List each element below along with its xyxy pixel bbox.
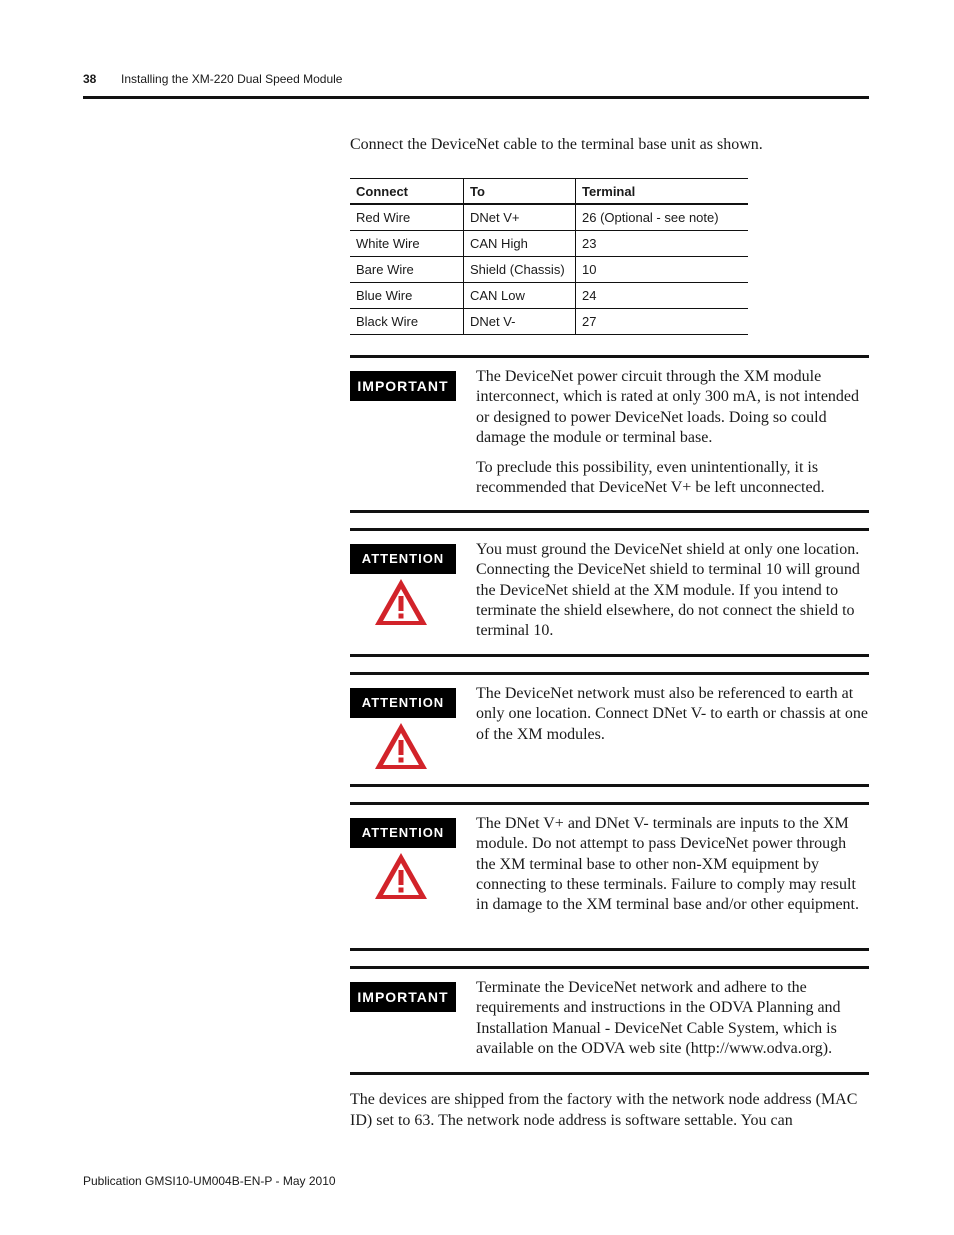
callout-text bbox=[476, 684, 868, 755]
warning-triangle-icon bbox=[372, 720, 430, 772]
important-callout bbox=[350, 355, 869, 513]
table-cell: Bare Wire bbox=[350, 257, 464, 283]
page-number: 38 bbox=[83, 72, 97, 86]
attention-callout bbox=[350, 528, 869, 657]
callout-text bbox=[476, 814, 868, 925]
table-cell: DNet V- bbox=[464, 309, 576, 335]
table-cell: 27 bbox=[576, 309, 749, 335]
table-row bbox=[350, 309, 748, 335]
body-paragraph: The devices are shipped from the factory with the network node address (MAC ID) set to 63. The network node address is software settable. You can bbox=[350, 1091, 858, 1129]
table-cell: 24 bbox=[576, 283, 749, 309]
table-row bbox=[350, 204, 748, 231]
callout-text bbox=[476, 540, 868, 651]
column-header-to: To bbox=[464, 179, 576, 205]
table-cell: Shield (Chassis) bbox=[464, 257, 576, 283]
attention-callout bbox=[350, 802, 869, 951]
warning-triangle-icon bbox=[372, 576, 430, 628]
table-cell: Black Wire bbox=[350, 309, 464, 335]
callout-paragraph: The DNet V+ and DNet V- terminals are inputs to the XM module. Do not attempt to pass DeviceNet power through the XM terminal base to other non-XM equipment by connecting to these terminals. Failure to comply may result in damage to the XM terminal base and/or other equipment. bbox=[476, 815, 859, 914]
attention-badge: ATTENTION bbox=[350, 818, 456, 848]
attention-badge: ATTENTION bbox=[350, 544, 456, 574]
table-cell: Red Wire bbox=[350, 204, 464, 231]
page-footer: Publication GMSI10-UM004B-EN-P - May 2010 bbox=[83, 1174, 336, 1188]
table-cell: 10 bbox=[576, 257, 749, 283]
callout-text bbox=[476, 978, 868, 1069]
callout-paragraph: The DeviceNet network must also be referenced to earth at only one location. Connect DNet V- to earth or chassis at one of the XM modules. bbox=[476, 685, 868, 743]
callout-paragraph: Terminate the DeviceNet network and adhere to the requirements and instructions in the ODVA Planning and Installation Manual - DeviceNet Cable System, which is available on the ODVA web site (http://www.odva.org). bbox=[476, 979, 841, 1057]
table-cell: CAN High bbox=[464, 231, 576, 257]
warning-triangle-icon bbox=[372, 850, 430, 902]
callout-paragraph: To preclude this possibility, even unintentionally, it is recommended that DeviceNet V+ be left unconnected. bbox=[476, 459, 825, 497]
table-row bbox=[350, 231, 748, 257]
callout-paragraph: The DeviceNet power circuit through the XM module interconnect, which is rated at only 300 mA, is not intended or designed to power DeviceNet loads. Doing so could damage the module or terminal base. bbox=[476, 368, 860, 446]
table-cell: CAN Low bbox=[464, 283, 576, 309]
column-header-terminal: Terminal bbox=[576, 179, 749, 205]
attention-badge: ATTENTION bbox=[350, 688, 456, 718]
wire-connection-table bbox=[350, 178, 748, 335]
table-row bbox=[350, 283, 748, 309]
table-cell: DNet V+ bbox=[464, 204, 576, 231]
attention-callout bbox=[350, 672, 869, 787]
header-title: Installing the XM-220 Dual Speed Module bbox=[121, 72, 343, 86]
table-cell: 23 bbox=[576, 231, 749, 257]
important-badge: IMPORTANT bbox=[350, 371, 456, 401]
important-badge: IMPORTANT bbox=[350, 982, 456, 1012]
table-cell: White Wire bbox=[350, 231, 464, 257]
table-row bbox=[350, 257, 748, 283]
important-callout bbox=[350, 966, 869, 1075]
table-cell: Blue Wire bbox=[350, 283, 464, 309]
intro-paragraph: Connect the DeviceNet cable to the terminal base unit as shown. bbox=[350, 136, 763, 153]
callout-text bbox=[476, 367, 868, 509]
callout-paragraph: You must ground the DeviceNet shield at only one location. Connecting the DeviceNet shield to terminal 10 will ground the DeviceNet shield at the XM module. If you intend to terminate the shield elsewhere, do not connect the shield to terminal 10. bbox=[476, 541, 860, 640]
page-header bbox=[83, 72, 869, 99]
column-header-connect: Connect bbox=[350, 179, 464, 205]
table-cell: 26 (Optional - see note) bbox=[576, 204, 749, 231]
table-header-row bbox=[350, 179, 748, 205]
